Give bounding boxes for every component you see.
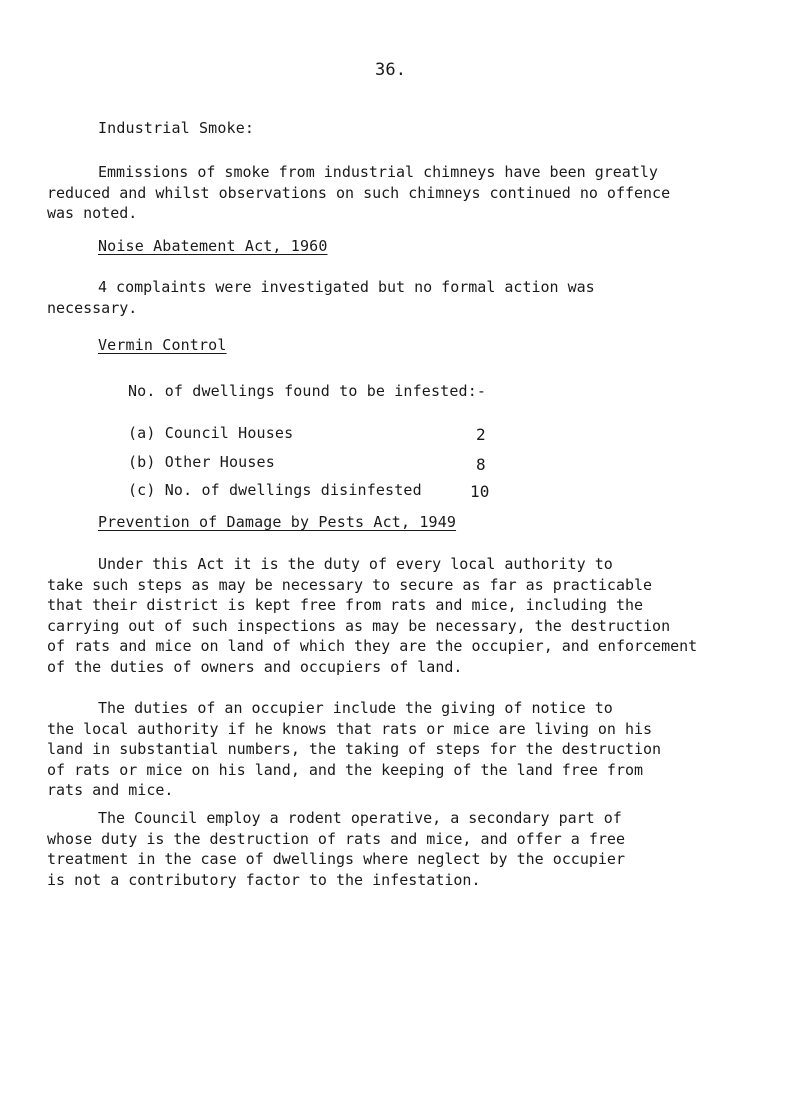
vermin-intro: No. of dwellings found to be infested:- xyxy=(128,382,487,400)
paragraph-line: carrying out of such inspections as may be necessary, the destruction xyxy=(47,616,671,635)
paragraph-line: 4 complaints were investigated but no formal action was xyxy=(98,278,595,296)
paragraph-line: reduced and whilst observations on such chimneys continued no offence xyxy=(47,183,671,202)
prevention-paragraph-3 xyxy=(47,808,625,890)
paragraph-line: The Council employ a rodent operative, a secondary part of xyxy=(98,809,622,827)
vermin-row-label: (a) Council Houses xyxy=(128,424,294,442)
paragraph-line: Emmissions of smoke from industrial chimneys have been greatly xyxy=(98,163,658,181)
paragraph-line: of rats or mice on his land, and the keeping of the land free from xyxy=(47,760,644,779)
paragraph-line: is not a contributory factor to the infestation. xyxy=(47,870,481,889)
paragraph-line: of the duties of owners and occupiers of land. xyxy=(47,657,463,676)
paragraph-line: whose duty is the destruction of rats and mice, and offer a free xyxy=(47,829,625,848)
paragraph-line: take such steps as may be necessary to secure as far as practicable xyxy=(47,575,653,594)
paragraph-line: necessary. xyxy=(47,298,138,317)
paragraph-line: treatment in the case of dwellings where neglect by the occupier xyxy=(47,850,625,868)
vermin-row-label: (c) No. of dwellings disinfested xyxy=(128,481,422,499)
paragraph-line: of rats and mice on land of which they are the occupier, and enforcement xyxy=(47,637,698,655)
paragraph-line: the local authority if he knows that rats or mice are living on his xyxy=(47,719,653,738)
paragraph-line: land in substantial numbers, the taking of steps for the destruction xyxy=(47,740,662,758)
industrial-smoke-paragraph xyxy=(47,162,670,224)
noise-paragraph xyxy=(47,277,595,318)
section-heading-vermin: Vermin Control xyxy=(98,336,227,354)
vermin-row-value: 10 xyxy=(470,482,490,501)
prevention-paragraph-2 xyxy=(47,698,661,801)
vermin-row-value: 8 xyxy=(476,455,486,474)
paragraph-line: was noted. xyxy=(47,204,138,222)
section-heading-noise: Noise Abatement Act, 1960 xyxy=(98,237,328,255)
prevention-paragraph-1 xyxy=(47,554,697,677)
paragraph-line: Under this Act it is the duty of every local authority to xyxy=(98,555,613,573)
paragraph-line: rats and mice. xyxy=(47,781,174,799)
vermin-row-value: 2 xyxy=(476,425,486,444)
section-heading-prevention: Prevention of Damage by Pests Act, 1949 xyxy=(98,513,457,531)
page-number: 36. xyxy=(375,60,407,80)
section-heading-industrial-smoke: Industrial Smoke: xyxy=(98,119,255,137)
paragraph-line: that their district is kept free from rats and mice, including the xyxy=(47,596,644,614)
vermin-row-label: (b) Other Houses xyxy=(128,453,275,471)
paragraph-line: The duties of an occupier include the giving of notice to xyxy=(98,699,613,717)
